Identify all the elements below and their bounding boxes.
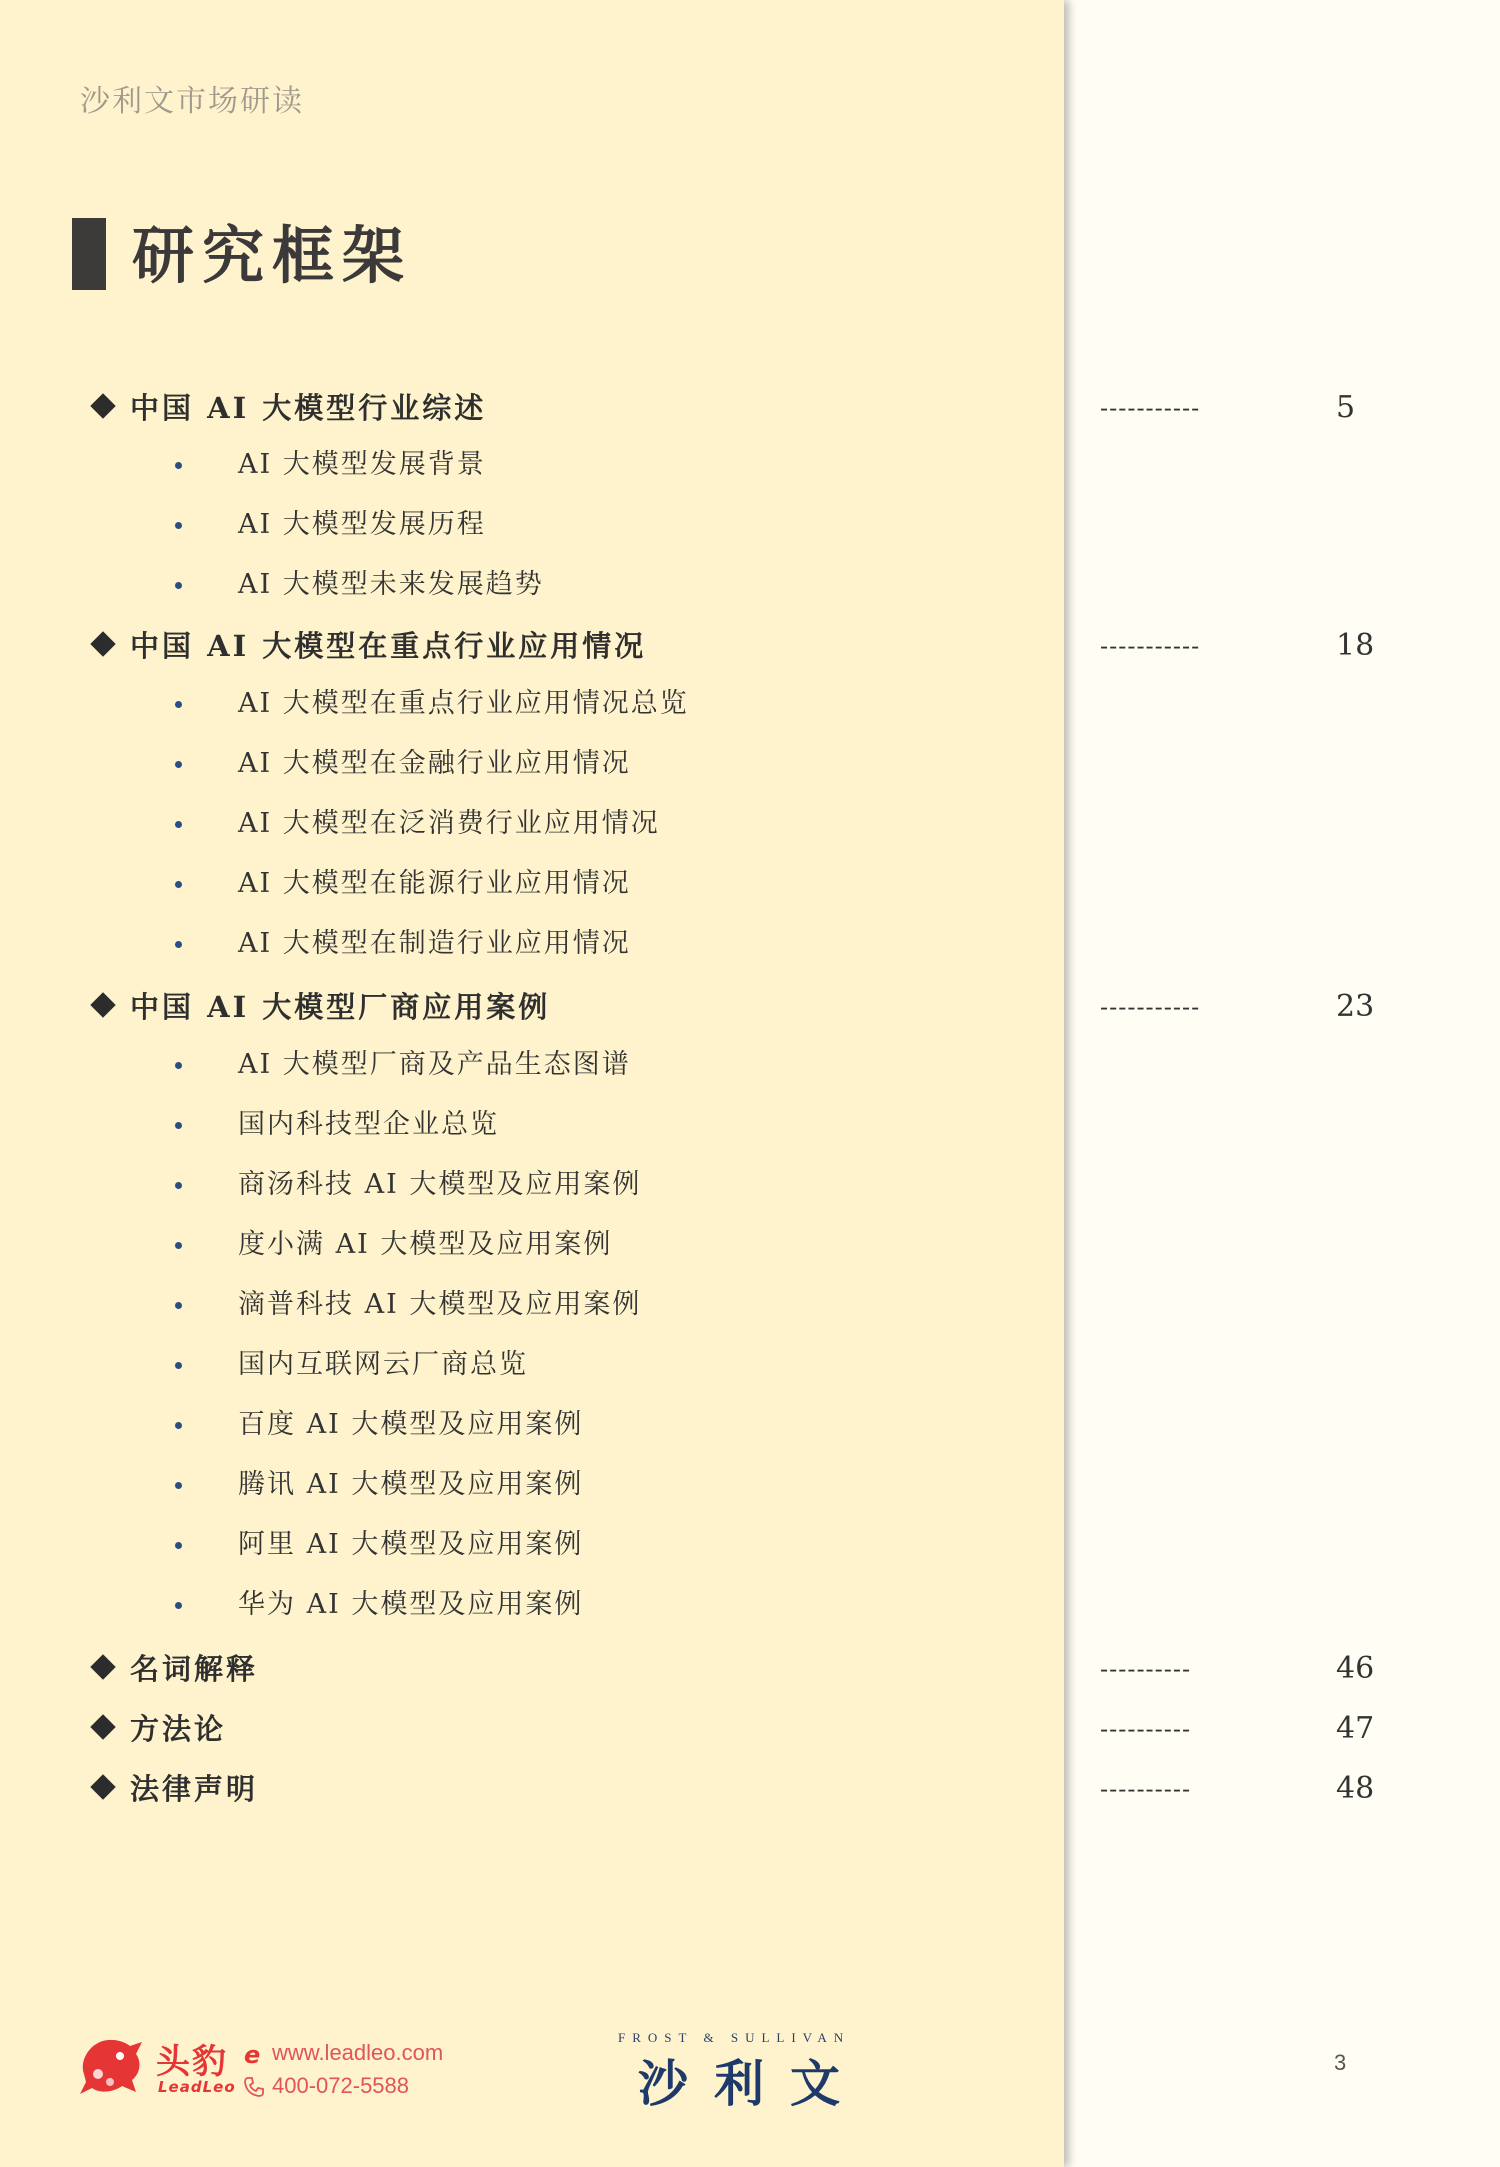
toc-subitem[interactable] — [0, 681, 1064, 727]
toc-section-title: 中国 AI 大模型厂商应用案例 — [130, 990, 551, 1024]
toc-subitem-label: AI 大模型在能源行业应用情况 — [238, 868, 631, 899]
toc-section[interactable] — [0, 623, 1500, 669]
toc-section[interactable] — [0, 1766, 1500, 1812]
page-number: 3 — [1334, 2050, 1347, 2075]
dot-bullet-icon — [175, 1422, 182, 1429]
diamond-bullet-icon — [90, 1654, 115, 1679]
toc-subitem[interactable] — [0, 1042, 1064, 1088]
toc-subitem-label: AI 大模型在泛消费行业应用情况 — [238, 808, 660, 839]
toc-subitem-label: 商汤科技 AI 大模型及应用案例 — [238, 1169, 642, 1200]
dot-bullet-icon — [175, 1602, 182, 1609]
toc-section-title: 方法论 — [130, 1712, 227, 1746]
toc-section-title: 中国 AI 大模型行业综述 — [130, 391, 487, 425]
website-link[interactable]: www.leadleo.com — [272, 2040, 444, 2065]
toc-subitem[interactable] — [0, 921, 1064, 967]
toc-subitem-label: 滴普科技 AI 大模型及应用案例 — [238, 1289, 642, 1320]
leadleo-leopard-logo-icon — [76, 2034, 146, 2098]
toc-page-number: 23 — [1336, 989, 1375, 1024]
toc-section[interactable] — [0, 385, 1500, 431]
toc-page-number: 5 — [1336, 390, 1356, 425]
toc-page-number: 47 — [1336, 1711, 1375, 1746]
toc-section[interactable] — [0, 1706, 1500, 1752]
phone-number: 400-072-5588 — [272, 2073, 410, 2098]
toc-leader-dashes: ----------- — [1100, 394, 1201, 422]
toc-subitem-label: AI 大模型在重点行业应用情况总览 — [238, 688, 689, 719]
brand-header: 沙利文市场研读 — [80, 84, 304, 119]
toc-subitem[interactable] — [0, 1402, 1064, 1448]
toc-leader-dashes: ---------- — [1100, 1715, 1192, 1743]
dot-bullet-icon — [175, 1482, 182, 1489]
leadleo-en-logo: LeadLeo — [158, 2078, 236, 2096]
toc-subitem-label: 度小满 AI 大模型及应用案例 — [238, 1229, 613, 1260]
toc-leader-dashes: ---------- — [1100, 1655, 1192, 1683]
diamond-bullet-icon — [90, 1714, 115, 1739]
leadleo-cn-logo: 头豹 — [156, 2042, 228, 2082]
toc-page-number: 18 — [1336, 628, 1375, 663]
frost-sullivan-cn-logo: 沙利文 — [638, 2055, 866, 2113]
dot-bullet-icon — [175, 821, 182, 828]
diamond-bullet-icon — [90, 992, 115, 1017]
toc-subitem[interactable] — [0, 801, 1064, 847]
dot-bullet-icon — [175, 1242, 182, 1249]
toc-subitem-label: AI 大模型发展历程 — [238, 509, 486, 540]
toc-leader-dashes: ----------- — [1100, 632, 1201, 660]
dot-bullet-icon — [175, 941, 182, 948]
toc-subitem-label: AI 大模型未来发展趋势 — [238, 569, 544, 600]
dot-bullet-icon — [175, 522, 182, 529]
phone-icon — [242, 2075, 266, 2099]
toc-subitem-label: 华为 AI 大模型及应用案例 — [238, 1589, 584, 1620]
toc-subitem-label: 阿里 AI 大模型及应用案例 — [238, 1529, 584, 1560]
dot-bullet-icon — [175, 462, 182, 469]
dot-bullet-icon — [175, 1302, 182, 1309]
toc-subitem[interactable] — [0, 1342, 1064, 1388]
svg-text:e: e — [244, 2042, 261, 2066]
toc-subitem[interactable] — [0, 1282, 1064, 1328]
toc-subitem[interactable] — [0, 442, 1064, 488]
toc-subitem-label: AI 大模型在制造行业应用情况 — [238, 928, 631, 959]
toc-subitem-label: 国内互联网云厂商总览 — [238, 1349, 528, 1380]
toc-subitem-label: 腾讯 AI 大模型及应用案例 — [238, 1469, 584, 1500]
diamond-bullet-icon — [90, 1774, 115, 1799]
toc-subitem-label: AI 大模型发展背景 — [238, 449, 486, 480]
toc-section[interactable] — [0, 1646, 1500, 1692]
toc-subitem-label: 百度 AI 大模型及应用案例 — [238, 1409, 584, 1440]
dot-bullet-icon — [175, 701, 182, 708]
toc-subitem[interactable] — [0, 741, 1064, 787]
dot-bullet-icon — [175, 1542, 182, 1549]
toc-subitem[interactable] — [0, 502, 1064, 548]
title-accent-bar — [72, 218, 106, 290]
dot-bullet-icon — [175, 761, 182, 768]
page-title: 研究框架 — [132, 219, 413, 292]
dot-bullet-icon — [175, 881, 182, 888]
toc-subitem-label: AI 大模型厂商及产品生态图谱 — [238, 1049, 631, 1080]
dot-bullet-icon — [175, 1182, 182, 1189]
toc-page-number: 46 — [1336, 1651, 1375, 1686]
toc-page-number: 48 — [1336, 1771, 1375, 1806]
web-e-icon — [242, 2042, 266, 2066]
toc-subitem[interactable] — [0, 1102, 1064, 1148]
toc-subitem[interactable] — [0, 1462, 1064, 1508]
dot-bullet-icon — [175, 1062, 182, 1069]
toc-subitem[interactable] — [0, 1162, 1064, 1208]
frost-sullivan-en-logo: FROST & SULLIVAN — [618, 2030, 851, 2045]
toc-subitem[interactable] — [0, 1582, 1064, 1628]
toc-subitem[interactable] — [0, 1222, 1064, 1268]
toc-section-title: 中国 AI 大模型在重点行业应用情况 — [130, 629, 647, 663]
dot-bullet-icon — [175, 582, 182, 589]
toc-section-title: 法律声明 — [130, 1772, 259, 1806]
toc-subitem[interactable] — [0, 861, 1064, 907]
toc-section[interactable] — [0, 984, 1500, 1030]
toc-subitem-label: AI 大模型在金融行业应用情况 — [238, 748, 631, 779]
toc-subitem[interactable] — [0, 1522, 1064, 1568]
diamond-bullet-icon — [90, 393, 115, 418]
diamond-bullet-icon — [90, 631, 115, 656]
dot-bullet-icon — [175, 1362, 182, 1369]
dot-bullet-icon — [175, 1122, 182, 1129]
toc-leader-dashes: ----------- — [1100, 993, 1201, 1021]
toc-subitem-label: 国内科技型企业总览 — [238, 1109, 499, 1140]
toc-section-title: 名词解释 — [130, 1652, 259, 1686]
toc-subitem[interactable] — [0, 562, 1064, 608]
toc-leader-dashes: ---------- — [1100, 1775, 1192, 1803]
